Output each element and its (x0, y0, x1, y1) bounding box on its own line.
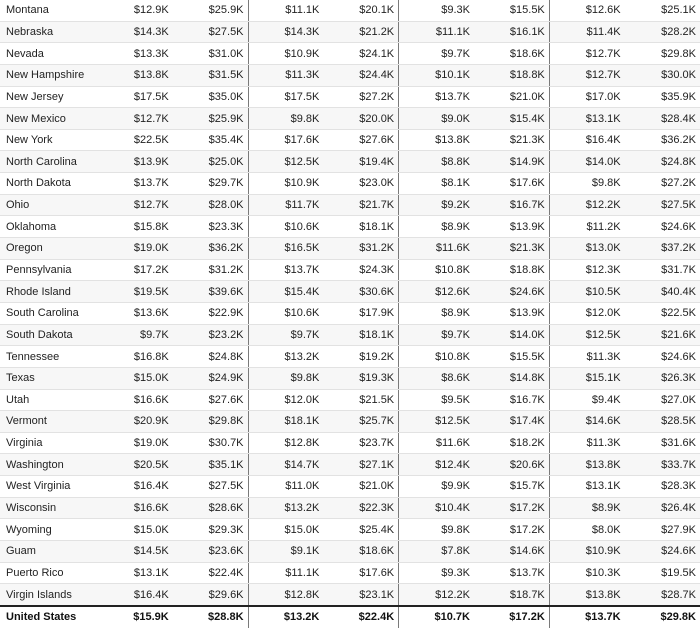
value-cell: $16.4K (97, 584, 172, 606)
state-name-cell: South Dakota (0, 324, 97, 346)
value-cell: $8.6K (399, 367, 474, 389)
value-cell: $15.5K (474, 346, 549, 368)
value-cell: $30.0K (625, 64, 700, 86)
value-cell: $19.5K (97, 281, 172, 303)
value-cell: $18.7K (474, 584, 549, 606)
state-name-cell: Nevada (0, 43, 97, 65)
value-cell: $27.5K (173, 476, 248, 498)
value-cell: $11.3K (248, 64, 323, 86)
value-cell: $14.7K (248, 454, 323, 476)
value-cell: $23.0K (323, 173, 398, 195)
state-name-cell: Wyoming (0, 519, 97, 541)
value-cell: $16.5K (248, 238, 323, 260)
value-cell: $21.5K (323, 389, 398, 411)
value-cell: $13.9K (97, 151, 172, 173)
value-cell: $27.1K (323, 454, 398, 476)
value-cell: $12.4K (399, 454, 474, 476)
table-row (0, 0, 700, 21)
value-cell: $13.8K (399, 129, 474, 151)
table-row (0, 411, 700, 433)
value-cell: $20.5K (97, 454, 172, 476)
value-cell: $14.6K (474, 541, 549, 563)
state-name-cell: United States (0, 606, 97, 628)
value-cell: $10.9K (549, 541, 624, 563)
value-cell: $14.3K (248, 21, 323, 43)
value-cell: $9.7K (248, 324, 323, 346)
state-name-cell: South Carolina (0, 302, 97, 324)
value-cell: $9.8K (248, 367, 323, 389)
table-row (0, 302, 700, 324)
state-name-cell: Ohio (0, 194, 97, 216)
value-cell: $15.4K (248, 281, 323, 303)
value-cell: $17.5K (97, 86, 172, 108)
value-cell: $12.0K (549, 302, 624, 324)
value-cell: $12.2K (399, 584, 474, 606)
table-row (0, 64, 700, 86)
value-cell: $23.2K (173, 324, 248, 346)
value-cell: $21.2K (323, 21, 398, 43)
value-cell: $13.1K (549, 476, 624, 498)
value-cell: $24.4K (323, 64, 398, 86)
value-cell: $11.1K (248, 0, 323, 21)
value-cell: $23.6K (173, 541, 248, 563)
value-cell: $25.7K (323, 411, 398, 433)
total-row (0, 606, 700, 628)
table-row (0, 194, 700, 216)
state-name-cell: North Dakota (0, 173, 97, 195)
value-cell: $9.4K (549, 389, 624, 411)
value-cell: $28.5K (625, 411, 700, 433)
value-cell: $15.4K (474, 108, 549, 130)
value-cell: $13.3K (97, 43, 172, 65)
value-cell: $13.1K (97, 562, 172, 584)
value-cell: $9.5K (399, 389, 474, 411)
value-cell: $14.0K (474, 324, 549, 346)
value-cell: $27.6K (173, 389, 248, 411)
value-cell: $28.6K (173, 497, 248, 519)
table-row (0, 43, 700, 65)
value-cell: $17.2K (97, 259, 172, 281)
value-cell: $11.0K (248, 476, 323, 498)
value-cell: $13.7K (549, 606, 624, 628)
state-name-cell: Vermont (0, 411, 97, 433)
value-cell: $11.7K (248, 194, 323, 216)
value-cell: $12.5K (399, 411, 474, 433)
value-cell: $13.7K (399, 86, 474, 108)
value-cell: $22.4K (323, 606, 398, 628)
value-cell: $27.9K (625, 519, 700, 541)
value-cell: $12.7K (549, 64, 624, 86)
value-cell: $24.9K (173, 367, 248, 389)
state-name-cell: Virgin Islands (0, 584, 97, 606)
value-cell: $10.9K (248, 173, 323, 195)
value-cell: $18.6K (474, 43, 549, 65)
value-cell: $8.8K (399, 151, 474, 173)
value-cell: $12.8K (248, 432, 323, 454)
state-name-cell: Oklahoma (0, 216, 97, 238)
value-cell: $8.9K (549, 497, 624, 519)
value-cell: $16.6K (97, 497, 172, 519)
value-cell: $15.0K (248, 519, 323, 541)
table-row (0, 281, 700, 303)
value-cell: $9.8K (549, 173, 624, 195)
value-cell: $21.7K (323, 194, 398, 216)
value-cell: $13.1K (549, 108, 624, 130)
value-cell: $29.3K (173, 519, 248, 541)
value-cell: $15.1K (549, 367, 624, 389)
value-cell: $28.2K (625, 21, 700, 43)
value-cell: $29.6K (173, 584, 248, 606)
value-cell: $24.8K (625, 151, 700, 173)
value-cell: $18.2K (474, 432, 549, 454)
value-cell: $25.4K (323, 519, 398, 541)
value-cell: $13.2K (248, 346, 323, 368)
value-cell: $19.3K (323, 367, 398, 389)
value-cell: $8.9K (399, 216, 474, 238)
value-cell: $26.3K (625, 367, 700, 389)
table-row (0, 346, 700, 368)
value-cell: $12.9K (97, 0, 172, 21)
state-name-cell: Tennessee (0, 346, 97, 368)
value-cell: $19.0K (97, 238, 172, 260)
value-cell: $12.7K (97, 108, 172, 130)
state-name-cell: Montana (0, 0, 97, 21)
value-cell: $10.3K (549, 562, 624, 584)
value-cell: $12.7K (549, 43, 624, 65)
value-cell: $8.9K (399, 302, 474, 324)
table-row (0, 584, 700, 606)
value-cell: $22.3K (323, 497, 398, 519)
value-cell: $35.9K (625, 86, 700, 108)
value-cell: $13.2K (248, 606, 323, 628)
value-cell: $15.0K (97, 367, 172, 389)
value-cell: $11.6K (399, 432, 474, 454)
value-cell: $10.6K (248, 216, 323, 238)
value-cell: $12.6K (549, 0, 624, 21)
value-cell: $16.7K (474, 389, 549, 411)
value-cell: $29.7K (173, 173, 248, 195)
value-cell: $16.4K (97, 476, 172, 498)
state-name-cell: Puerto Rico (0, 562, 97, 584)
table-row (0, 367, 700, 389)
value-cell: $17.6K (323, 562, 398, 584)
table-row (0, 86, 700, 108)
value-cell: $12.3K (549, 259, 624, 281)
value-cell: $24.6K (625, 346, 700, 368)
value-cell: $19.0K (97, 432, 172, 454)
value-cell: $27.0K (625, 389, 700, 411)
value-cell: $24.6K (474, 281, 549, 303)
state-name-cell: West Virginia (0, 476, 97, 498)
value-cell: $9.2K (399, 194, 474, 216)
value-cell: $14.3K (97, 21, 172, 43)
value-cell: $16.4K (549, 129, 624, 151)
table-row (0, 476, 700, 498)
value-cell: $8.0K (549, 519, 624, 541)
value-cell: $17.6K (248, 129, 323, 151)
value-cell: $17.0K (549, 86, 624, 108)
value-cell: $9.8K (399, 519, 474, 541)
value-cell: $28.8K (173, 606, 248, 628)
value-cell: $11.3K (549, 432, 624, 454)
value-cell: $35.0K (173, 86, 248, 108)
value-cell: $21.0K (474, 86, 549, 108)
value-cell: $14.9K (474, 151, 549, 173)
table-row (0, 454, 700, 476)
value-cell: $21.6K (625, 324, 700, 346)
value-cell: $18.8K (474, 64, 549, 86)
value-cell: $18.1K (323, 324, 398, 346)
value-cell: $27.2K (323, 86, 398, 108)
value-cell: $31.7K (625, 259, 700, 281)
table-row (0, 324, 700, 346)
value-cell: $10.6K (248, 302, 323, 324)
value-cell: $16.6K (97, 389, 172, 411)
value-cell: $14.5K (97, 541, 172, 563)
value-cell: $7.8K (399, 541, 474, 563)
value-cell: $16.8K (97, 346, 172, 368)
value-cell: $28.0K (173, 194, 248, 216)
table-row (0, 541, 700, 563)
value-cell: $17.9K (323, 302, 398, 324)
value-cell: $13.0K (549, 238, 624, 260)
value-cell: $31.5K (173, 64, 248, 86)
value-cell: $31.6K (625, 432, 700, 454)
state-name-cell: Washington (0, 454, 97, 476)
value-cell: $39.6K (173, 281, 248, 303)
value-cell: $9.1K (248, 541, 323, 563)
table-row (0, 173, 700, 195)
value-cell: $22.4K (173, 562, 248, 584)
state-name-cell: New Mexico (0, 108, 97, 130)
value-cell: $12.8K (248, 584, 323, 606)
value-cell: $23.3K (173, 216, 248, 238)
value-cell: $13.7K (97, 173, 172, 195)
value-cell: $40.4K (625, 281, 700, 303)
value-cell: $17.5K (248, 86, 323, 108)
table-row (0, 432, 700, 454)
value-cell: $25.9K (173, 0, 248, 21)
value-cell: $24.6K (625, 216, 700, 238)
value-cell: $12.5K (549, 324, 624, 346)
value-cell: $22.5K (97, 129, 172, 151)
state-name-cell: Wisconsin (0, 497, 97, 519)
value-cell: $24.8K (173, 346, 248, 368)
value-cell: $18.6K (323, 541, 398, 563)
value-cell: $10.9K (248, 43, 323, 65)
value-cell: $11.1K (248, 562, 323, 584)
value-cell: $11.6K (399, 238, 474, 260)
table-row (0, 21, 700, 43)
value-cell: $10.8K (399, 346, 474, 368)
value-cell: $12.2K (549, 194, 624, 216)
value-cell: $13.7K (474, 562, 549, 584)
value-cell: $19.4K (323, 151, 398, 173)
state-name-cell: New Hampshire (0, 64, 97, 86)
value-cell: $35.1K (173, 454, 248, 476)
value-cell: $22.5K (625, 302, 700, 324)
value-cell: $24.6K (625, 541, 700, 563)
value-cell: $30.7K (173, 432, 248, 454)
value-cell: $13.9K (474, 216, 549, 238)
value-cell: $9.3K (399, 562, 474, 584)
value-cell: $17.2K (474, 606, 549, 628)
value-cell: $26.4K (625, 497, 700, 519)
value-cell: $27.6K (323, 129, 398, 151)
value-cell: $29.8K (173, 411, 248, 433)
table-row (0, 389, 700, 411)
value-cell: $13.2K (248, 497, 323, 519)
value-cell: $30.6K (323, 281, 398, 303)
value-cell: $17.4K (474, 411, 549, 433)
value-cell: $21.3K (474, 129, 549, 151)
value-cell: $18.8K (474, 259, 549, 281)
value-cell: $23.7K (323, 432, 398, 454)
value-cell: $31.0K (173, 43, 248, 65)
value-cell: $18.1K (248, 411, 323, 433)
value-cell: $19.5K (625, 562, 700, 584)
value-cell: $9.3K (399, 0, 474, 21)
value-cell: $17.2K (474, 497, 549, 519)
value-cell: $13.6K (97, 302, 172, 324)
value-cell: $18.1K (323, 216, 398, 238)
value-cell: $37.2K (625, 238, 700, 260)
table-row (0, 129, 700, 151)
value-cell: $36.2K (173, 238, 248, 260)
state-name-cell: New York (0, 129, 97, 151)
value-cell: $28.7K (625, 584, 700, 606)
value-cell: $8.1K (399, 173, 474, 195)
value-cell: $13.8K (549, 454, 624, 476)
value-cell: $17.6K (474, 173, 549, 195)
value-cell: $25.0K (173, 151, 248, 173)
value-cell: $10.7K (399, 606, 474, 628)
value-cell: $21.3K (474, 238, 549, 260)
value-cell: $22.9K (173, 302, 248, 324)
value-cell: $20.9K (97, 411, 172, 433)
value-cell: $15.0K (97, 519, 172, 541)
value-cell: $16.1K (474, 21, 549, 43)
value-cell: $15.5K (474, 0, 549, 21)
value-cell: $11.2K (549, 216, 624, 238)
value-cell: $14.6K (549, 411, 624, 433)
value-cell: $29.8K (625, 43, 700, 65)
value-cell: $9.0K (399, 108, 474, 130)
value-cell: $15.9K (97, 606, 172, 628)
value-cell: $13.8K (549, 584, 624, 606)
value-cell: $17.2K (474, 519, 549, 541)
state-name-cell: North Carolina (0, 151, 97, 173)
state-name-cell: Nebraska (0, 21, 97, 43)
state-name-cell: Rhode Island (0, 281, 97, 303)
value-cell: $19.2K (323, 346, 398, 368)
value-cell: $23.1K (323, 584, 398, 606)
state-name-cell: Oregon (0, 238, 97, 260)
value-cell: $15.8K (97, 216, 172, 238)
value-cell: $12.7K (97, 194, 172, 216)
value-cell: $15.7K (474, 476, 549, 498)
value-cell: $9.8K (248, 108, 323, 130)
value-cell: $9.9K (399, 476, 474, 498)
value-cell: $13.8K (97, 64, 172, 86)
value-cell: $36.2K (625, 129, 700, 151)
value-cell: $9.7K (399, 324, 474, 346)
value-cell: $24.1K (323, 43, 398, 65)
value-cell: $20.6K (474, 454, 549, 476)
value-cell: $10.4K (399, 497, 474, 519)
value-cell: $31.2K (173, 259, 248, 281)
state-name-cell: Pennsylvania (0, 259, 97, 281)
value-cell: $16.7K (474, 194, 549, 216)
value-cell: $24.3K (323, 259, 398, 281)
value-cell: $11.3K (549, 346, 624, 368)
table-row (0, 216, 700, 238)
value-cell: $9.7K (97, 324, 172, 346)
value-cell: $14.8K (474, 367, 549, 389)
table-row (0, 519, 700, 541)
value-cell: $12.0K (248, 389, 323, 411)
value-cell: $25.1K (625, 0, 700, 21)
value-cell: $27.5K (625, 194, 700, 216)
value-cell: $20.1K (323, 0, 398, 21)
value-cell: $11.1K (399, 21, 474, 43)
value-cell: $29.8K (625, 606, 700, 628)
value-cell: $28.4K (625, 108, 700, 130)
state-name-cell: Virginia (0, 432, 97, 454)
value-cell: $27.2K (625, 173, 700, 195)
value-cell: $31.2K (323, 238, 398, 260)
value-cell: $35.4K (173, 129, 248, 151)
table-row (0, 259, 700, 281)
table-row (0, 151, 700, 173)
value-cell: $33.7K (625, 454, 700, 476)
value-cell: $11.4K (549, 21, 624, 43)
value-cell: $12.6K (399, 281, 474, 303)
value-cell: $21.0K (323, 476, 398, 498)
state-name-cell: Guam (0, 541, 97, 563)
table-row (0, 497, 700, 519)
value-cell: $10.8K (399, 259, 474, 281)
state-name-cell: New Jersey (0, 86, 97, 108)
value-cell: $20.0K (323, 108, 398, 130)
value-cell: $13.7K (248, 259, 323, 281)
value-cell: $28.3K (625, 476, 700, 498)
state-name-cell: Texas (0, 367, 97, 389)
table-row (0, 562, 700, 584)
value-cell: $10.5K (549, 281, 624, 303)
value-cell: $10.1K (399, 64, 474, 86)
table-row (0, 238, 700, 260)
value-cell: $9.7K (399, 43, 474, 65)
value-cell: $12.5K (248, 151, 323, 173)
value-cell: $25.9K (173, 108, 248, 130)
value-cell: $14.0K (549, 151, 624, 173)
state-name-cell: Utah (0, 389, 97, 411)
value-cell: $27.5K (173, 21, 248, 43)
value-cell: $13.9K (474, 302, 549, 324)
table-row (0, 108, 700, 130)
